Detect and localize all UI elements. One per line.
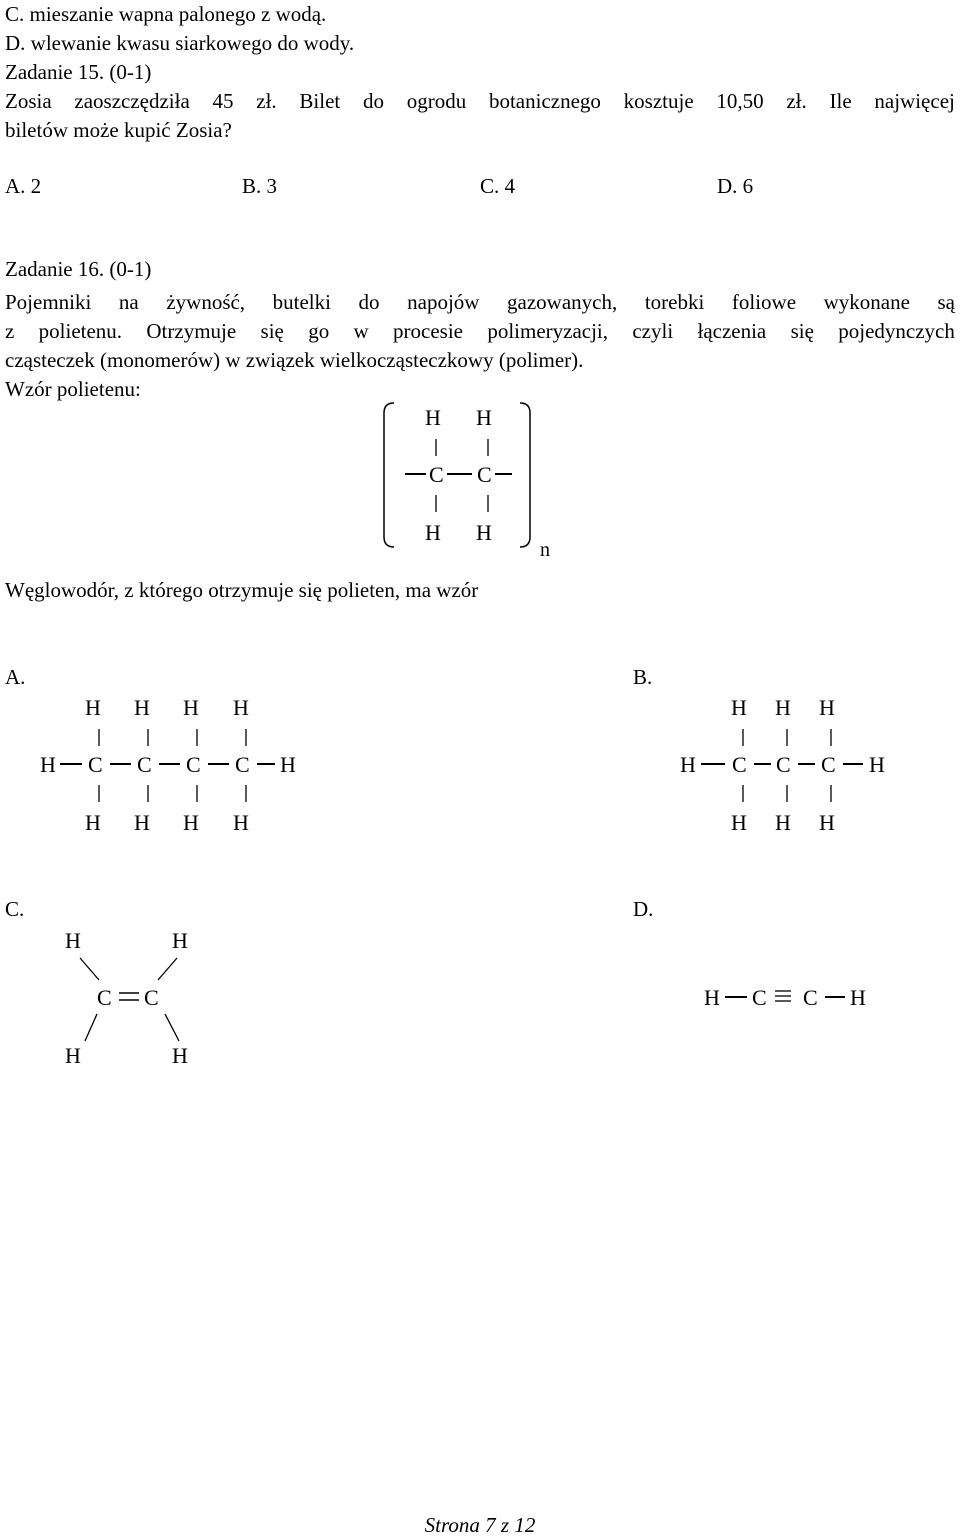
bond [85, 1014, 97, 1041]
atom-c: C [477, 462, 492, 487]
atom-h: H [85, 810, 101, 835]
subscript-n: n [540, 539, 550, 561]
atom-c: C [137, 752, 152, 777]
atom-h: H [172, 1043, 188, 1068]
polyethylene-formula [380, 395, 580, 565]
atom-h: H [183, 695, 199, 720]
answer-option-c-prev: C. mieszanie wapna palonego z wodą. [5, 2, 327, 26]
task16-text-line1: Pojemniki na żywność, butelki do napojów gazowanych, torebki foliowe wykonane są [5, 290, 955, 314]
task16-text-line3: cząsteczek (monomerów) w związek wielkocząsteczkowy (polimer). [5, 348, 584, 372]
atom-h: H [731, 810, 747, 835]
atom-h: H [65, 928, 81, 953]
atom-h: H [65, 1043, 81, 1068]
formula-b-propane [670, 685, 910, 845]
atom-h: H [233, 810, 249, 835]
task16-question: Węglowodór, z którego otrzymuje się polieten, ma wzór [5, 578, 479, 602]
atom-c: C [97, 985, 112, 1010]
atom-h: H [85, 695, 101, 720]
atom-h: H [134, 695, 150, 720]
page-footer: Strona 7 z 12 [424, 1513, 536, 1537]
atom-c: C [186, 752, 201, 777]
atom-h: H [172, 928, 188, 953]
task16-option-b-label: B. [633, 665, 653, 689]
atom-h: H [40, 752, 56, 777]
atom-h: H [680, 752, 696, 777]
task16-option-c-label: C. [5, 897, 25, 921]
atom-h: H [731, 695, 747, 720]
atom-c: C [732, 752, 747, 777]
task16-heading: Zadanie 16. (0-1) [5, 257, 152, 281]
atom-h: H [134, 810, 150, 835]
atom-h: H [819, 810, 835, 835]
right-bracket [520, 403, 530, 547]
atom-c: C [88, 752, 103, 777]
task16-formula-label: Wzór polietenu: [5, 377, 141, 401]
task15-option-a: A. 2 [5, 174, 42, 198]
atom-h: H [775, 810, 791, 835]
bond [80, 958, 99, 980]
atom-c: C [803, 985, 818, 1010]
atom-c: C [752, 985, 767, 1010]
bond [158, 958, 177, 980]
task15-question-line1: Zosia zaoszczędziła 45 zł. Bilet do ogrodu botanicznego kosztuje 10,50 zł. Ile najwięcej [5, 89, 955, 113]
atom-h: H [425, 520, 441, 545]
atom-c: C [235, 752, 250, 777]
atom-h: H [775, 695, 791, 720]
task16-option-d-label: D. [633, 897, 654, 921]
task15-heading: Zadanie 15. (0-1) [5, 60, 152, 84]
task15-option-d: D. 6 [717, 174, 754, 198]
left-bracket [384, 403, 394, 547]
task15-question-line2: biletów może kupić Zosia? [5, 118, 232, 142]
bond [165, 1014, 179, 1041]
atom-c: C [821, 752, 836, 777]
task16-option-a-label: A. [5, 665, 26, 689]
task15-option-c: C. 4 [480, 174, 516, 198]
atom-h: H [476, 520, 492, 545]
atom-h: H [280, 752, 296, 777]
formula-c-ethene [55, 918, 215, 1078]
atom-c: C [776, 752, 791, 777]
atom-h: H [183, 810, 199, 835]
atom-h: H [850, 985, 866, 1010]
atom-c: C [429, 462, 444, 487]
atom-h: H [704, 985, 720, 1010]
formula-d-ethyne [695, 975, 895, 1015]
atom-h: H [869, 752, 885, 777]
task16-text-line2: z polietenu. Otrzymuje się go w procesie polimeryzacji, czyli łączenia się pojedynczych [5, 319, 955, 343]
atom-h: H [425, 405, 441, 430]
task15-option-b: B. 3 [242, 174, 278, 198]
atom-h: H [819, 695, 835, 720]
atom-c: C [144, 985, 159, 1010]
atom-h: H [233, 695, 249, 720]
atom-h: H [476, 405, 492, 430]
formula-a-butane [30, 685, 330, 845]
answer-option-d-prev: D. wlewanie kwasu siarkowego do wody. [5, 31, 355, 55]
